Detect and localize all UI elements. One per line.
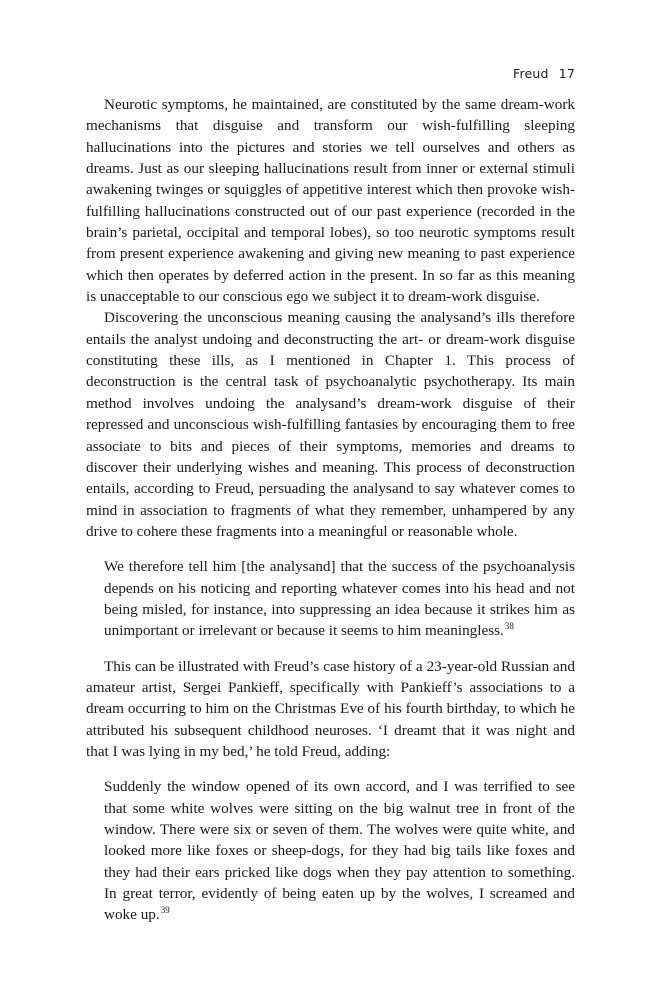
book-page	[86, 62, 575, 982]
block-quote-free-association	[104, 556, 575, 641]
block-quote-text: We therefore tell him [the analysand] that the success of the psychoanalysis depends on his noticing and reporting whatever comes into his head and not being misled, for instance, into suppressing an idea because it strikes him as unimportant or irrelevant or because it seems to him meaningless.	[104, 558, 575, 640]
footnote-ref-39: 39	[160, 905, 170, 916]
paragraph-neurotic-symptoms: Neurotic symptoms, he maintained, are constituted by the same dream-work mechanisms that disguise and transform our wish-fulfilling sleeping hallucinations into the pictures and stories we tell ourselves and others as dreams. Just as our sleeping hallucinations result from inner or external stimuli awakening twinges or squiggles of appetitive interest which then provoke wish-fulfilling hallucinations constructed out of our past experience (recorded in the brain’s parietal, occipital and temporal lobes), so too neurotic symptoms result from present experience awakening and giving new meaning to past experience which then operates by deferred action in the present. In so far as this meaning is unacceptable to our conscious ego we subject it to dream-work disguise.	[86, 96, 575, 306]
body-text	[86, 94, 575, 926]
running-head	[86, 62, 575, 90]
block-quote-text: Suddenly the window opened of its own accord, and I was terrified to see that some white wolves were sitting on the big walnut tree in front of the window. There were six or seven of them. The wolves were quite white, and looked more like foxes or sheep-dogs, for they had big tails like foxes and they had their ears pricked like dogs when they pay attention to something. In great terror, evidently of being eaten up by the wolves, I screamed and woke up.	[104, 778, 575, 924]
paragraph-pankieff-case: This can be illustrated with Freud’s case history of a 23-year-old Russian and amateur artist, Sergei Pankieff, specifically with Pankieff’s associations to a dream occurring to him on the Christmas Eve of his fourth birthday, to which he attributed his subsequent childhood neuroses. ‘I dreamt that it was night and that I was lying in my bed,’ he told Freud, adding:	[86, 657, 575, 760]
paragraph-deconstruction: Discovering the unconscious meaning causing the analysand’s ills therefore entails the analyst undoing and deconstructing the art- or dream-work disguise constituting these ills, as I mentioned in Chapter 1. This process of deconstruction is the central task of psychoanalytic psychotherapy. Its main method involves undoing the analysand’s dream-work disguise of their repressed and unconscious wish-fulfilling fantasies by encouraging them to free associate to bits and pieces of their symptoms, memories and dreams to discover their underlying wishes and meaning. This process of deconstruction entails, according to Freud, persuading the analysand to say whatever comes to mind in association to fragments of what they remember, unhampered by any drive to cohere these fragments into a meaningful or reasonable whole.	[86, 309, 575, 540]
footnote-ref-38: 38	[504, 621, 514, 632]
page-number: 17	[558, 66, 575, 81]
running-head-title: Freud	[512, 66, 549, 81]
block-quote-wolf-dream	[104, 776, 575, 925]
